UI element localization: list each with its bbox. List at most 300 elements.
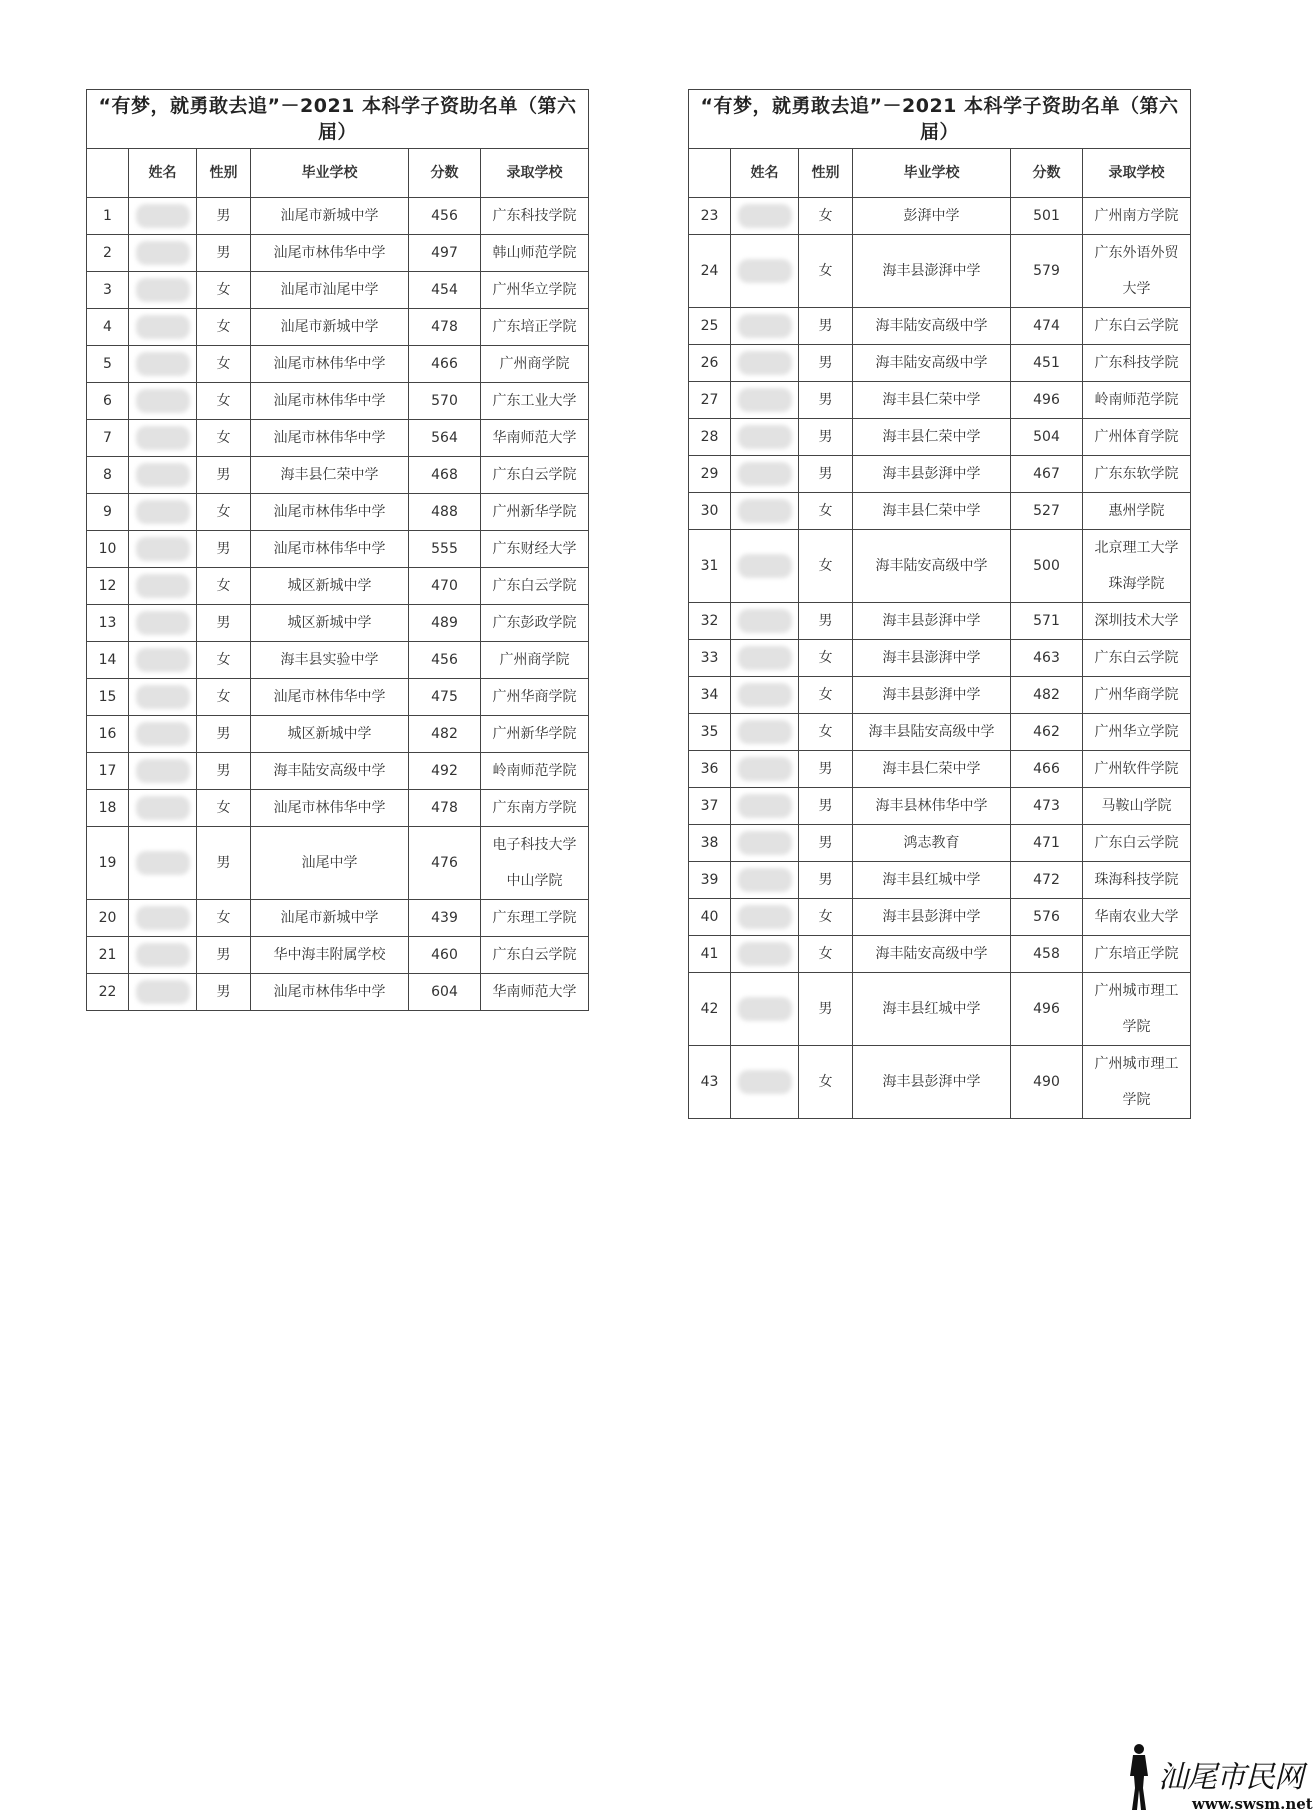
score-cell: 458 <box>1011 936 1083 973</box>
student-name-redacted <box>731 419 799 456</box>
redacted-name-blur <box>136 796 190 820</box>
admitted-school-cell: 韩山师范学院 <box>481 235 589 272</box>
score-cell: 456 <box>409 642 481 679</box>
admitted-school-cell: 广东培正学院 <box>1083 936 1191 973</box>
admitted-school-cell: 惠州学院 <box>1083 493 1191 530</box>
score-cell: 500 <box>1011 530 1083 603</box>
admitted-school-cell: 广州商学院 <box>481 642 589 679</box>
student-name-redacted <box>129 346 197 383</box>
student-name-redacted <box>129 790 197 827</box>
graduated-school-cell: 海丰县陆安高级中学 <box>853 714 1011 751</box>
student-name-redacted <box>731 456 799 493</box>
student-name-redacted <box>129 235 197 272</box>
graduated-school-cell: 城区新城中学 <box>251 605 409 642</box>
graduated-school-cell: 海丰县彭湃中学 <box>853 1046 1011 1119</box>
row-index: 33 <box>689 640 731 677</box>
student-name-redacted <box>129 198 197 235</box>
gender-cell: 男 <box>197 457 251 494</box>
score-cell: 482 <box>1011 677 1083 714</box>
row-index: 38 <box>689 825 731 862</box>
gender-cell: 女 <box>197 900 251 937</box>
student-name-redacted <box>129 937 197 974</box>
gender-cell: 男 <box>799 603 853 640</box>
graduated-school-cell: 汕尾市林伟华中学 <box>251 531 409 568</box>
header-name: 姓名 <box>731 149 799 198</box>
table-row <box>87 383 589 420</box>
admitted-school-cell: 广东白云学院 <box>481 568 589 605</box>
gender-cell: 男 <box>799 345 853 382</box>
gender-cell: 男 <box>799 825 853 862</box>
table-row <box>689 677 1191 714</box>
gender-cell: 男 <box>197 937 251 974</box>
gender-cell: 男 <box>799 419 853 456</box>
redacted-name-blur <box>136 611 190 635</box>
graduated-school-cell: 汕尾市汕尾中学 <box>251 272 409 309</box>
row-index: 7 <box>87 420 129 457</box>
admitted-school-cell: 广东理工学院 <box>481 900 589 937</box>
redacted-name-blur <box>738 757 792 781</box>
student-name-redacted <box>129 716 197 753</box>
table-row <box>87 531 589 568</box>
graduated-school-cell: 海丰县仁荣中学 <box>853 751 1011 788</box>
admitted-school-cell: 岭南师范学院 <box>1083 382 1191 419</box>
gender-cell: 女 <box>197 383 251 420</box>
graduated-school-cell: 汕尾市新城中学 <box>251 198 409 235</box>
score-cell: 492 <box>409 753 481 790</box>
graduated-school-cell: 海丰陆安高级中学 <box>853 530 1011 603</box>
header-score: 分数 <box>409 149 481 198</box>
admitted-school-cell: 广东白云学院 <box>481 937 589 974</box>
graduated-school-cell: 汕尾市林伟华中学 <box>251 790 409 827</box>
table-row <box>689 714 1191 751</box>
gender-cell: 女 <box>799 1046 853 1119</box>
student-name-redacted <box>731 382 799 419</box>
header-score: 分数 <box>1011 149 1083 198</box>
admitted-school-cell: 广东白云学院 <box>1083 308 1191 345</box>
gender-cell: 女 <box>197 790 251 827</box>
header-admitted: 录取学校 <box>1083 149 1191 198</box>
table-row <box>689 936 1191 973</box>
row-index: 40 <box>689 899 731 936</box>
admitted-school-cell: 广州软件学院 <box>1083 751 1191 788</box>
graduated-school-cell: 海丰县实验中学 <box>251 642 409 679</box>
redacted-name-blur <box>136 463 190 487</box>
row-index: 2 <box>87 235 129 272</box>
admitted-school-cell: 广东科技学院 <box>1083 345 1191 382</box>
gender-cell: 女 <box>799 640 853 677</box>
row-index: 36 <box>689 751 731 788</box>
graduated-school-cell: 海丰县澎湃中学 <box>853 640 1011 677</box>
graduated-school-cell: 城区新城中学 <box>251 716 409 753</box>
admitted-school-cell: 广东财经大学 <box>481 531 589 568</box>
site-watermark <box>1118 1740 1313 1815</box>
table-row <box>87 198 589 235</box>
student-name-redacted <box>731 788 799 825</box>
redacted-name-blur <box>738 425 792 449</box>
row-index: 28 <box>689 419 731 456</box>
student-name-redacted <box>731 603 799 640</box>
table-row <box>689 751 1191 788</box>
admitted-school-cell: 广州体育学院 <box>1083 419 1191 456</box>
table-row <box>689 382 1191 419</box>
redacted-name-blur <box>738 462 792 486</box>
row-index: 21 <box>87 937 129 974</box>
score-cell: 456 <box>409 198 481 235</box>
student-name-redacted <box>731 825 799 862</box>
redacted-name-blur <box>738 554 792 578</box>
table-row <box>87 716 589 753</box>
table-row <box>87 827 589 900</box>
score-cell: 474 <box>1011 308 1083 345</box>
score-cell: 463 <box>1011 640 1083 677</box>
redacted-name-blur <box>136 537 190 561</box>
graduated-school-cell: 海丰县澎湃中学 <box>853 235 1011 308</box>
graduated-school-cell: 汕尾市林伟华中学 <box>251 383 409 420</box>
redacted-name-blur <box>136 352 190 376</box>
admitted-school-cell: 广东白云学院 <box>1083 825 1191 862</box>
graduated-school-cell: 汕尾市林伟华中学 <box>251 420 409 457</box>
redacted-name-blur <box>738 314 792 338</box>
gender-cell: 女 <box>799 198 853 235</box>
graduated-school-cell: 华中海丰附属学校 <box>251 937 409 974</box>
redacted-name-blur <box>738 388 792 412</box>
header-admitted: 录取学校 <box>481 149 589 198</box>
gender-cell: 男 <box>197 198 251 235</box>
student-name-redacted <box>129 900 197 937</box>
redacted-name-blur <box>738 499 792 523</box>
table-row <box>87 974 589 1011</box>
row-index: 8 <box>87 457 129 494</box>
header-row <box>87 149 589 198</box>
admitted-school-cell: 广东南方学院 <box>481 790 589 827</box>
admitted-school-cell: 广东白云学院 <box>481 457 589 494</box>
row-index: 5 <box>87 346 129 383</box>
table-row <box>87 753 589 790</box>
row-index: 20 <box>87 900 129 937</box>
row-index: 4 <box>87 309 129 346</box>
gender-cell: 男 <box>799 862 853 899</box>
score-cell: 490 <box>1011 1046 1083 1119</box>
row-index: 43 <box>689 1046 731 1119</box>
redacted-name-blur <box>738 1070 792 1094</box>
gender-cell: 男 <box>799 308 853 345</box>
gender-cell: 男 <box>197 605 251 642</box>
gender-cell: 男 <box>799 788 853 825</box>
graduated-school-cell: 海丰县仁荣中学 <box>853 419 1011 456</box>
graduated-school-cell: 汕尾中学 <box>251 827 409 900</box>
graduated-school-cell: 海丰县仁荣中学 <box>853 493 1011 530</box>
admitted-school-cell: 广东彭政学院 <box>481 605 589 642</box>
student-name-redacted <box>129 568 197 605</box>
row-index: 16 <box>87 716 129 753</box>
redacted-name-blur <box>136 906 190 930</box>
redacted-name-blur <box>738 683 792 707</box>
score-cell: 460 <box>409 937 481 974</box>
table-row <box>87 642 589 679</box>
row-index: 6 <box>87 383 129 420</box>
row-index: 14 <box>87 642 129 679</box>
gender-cell: 男 <box>197 531 251 568</box>
row-index: 42 <box>689 973 731 1046</box>
score-cell: 472 <box>1011 862 1083 899</box>
admitted-school-cell: 珠海科技学院 <box>1083 862 1191 899</box>
admitted-school-cell: 广东培正学院 <box>481 309 589 346</box>
score-cell: 527 <box>1011 493 1083 530</box>
redacted-name-blur <box>136 574 190 598</box>
gender-cell: 女 <box>799 530 853 603</box>
admitted-school-cell: 广州华立学院 <box>481 272 589 309</box>
table-row <box>689 345 1191 382</box>
graduated-school-cell: 海丰县仁荣中学 <box>853 382 1011 419</box>
admitted-school-cell: 华南农业大学 <box>1083 899 1191 936</box>
row-index: 17 <box>87 753 129 790</box>
admitted-school-cell: 广州新华学院 <box>481 494 589 531</box>
table-row <box>689 493 1191 530</box>
admitted-school-cell: 电子科技大学中山学院 <box>481 827 589 900</box>
header-school: 毕业学校 <box>251 149 409 198</box>
table-row <box>87 346 589 383</box>
graduated-school-cell: 海丰陆安高级中学 <box>853 345 1011 382</box>
table-row <box>87 309 589 346</box>
table-title: “有梦，就勇敢去追”－2021 本科学子资助名单（第六届） <box>689 90 1191 149</box>
table-row <box>689 198 1191 235</box>
redacted-name-blur <box>738 831 792 855</box>
student-name-redacted <box>731 899 799 936</box>
redacted-name-blur <box>136 943 190 967</box>
admitted-school-cell: 岭南师范学院 <box>481 753 589 790</box>
redacted-name-blur <box>136 685 190 709</box>
admitted-school-cell: 广州城市理工学院 <box>1083 973 1191 1046</box>
student-name-redacted <box>129 753 197 790</box>
score-cell: 604 <box>409 974 481 1011</box>
header-gender: 性别 <box>197 149 251 198</box>
admitted-school-cell: 华南师范大学 <box>481 974 589 1011</box>
student-name-redacted <box>129 309 197 346</box>
header-row <box>689 149 1191 198</box>
admitted-school-cell: 广东工业大学 <box>481 383 589 420</box>
redacted-name-blur <box>136 315 190 339</box>
gender-cell: 男 <box>799 751 853 788</box>
row-index: 24 <box>689 235 731 308</box>
table-row <box>87 568 589 605</box>
student-name-redacted <box>731 677 799 714</box>
score-cell: 468 <box>409 457 481 494</box>
gender-cell: 女 <box>197 642 251 679</box>
row-index: 32 <box>689 603 731 640</box>
row-index: 37 <box>689 788 731 825</box>
gender-cell: 男 <box>197 974 251 1011</box>
row-index: 22 <box>87 974 129 1011</box>
graduated-school-cell: 彭湃中学 <box>853 198 1011 235</box>
graduated-school-cell: 汕尾市新城中学 <box>251 309 409 346</box>
row-index: 29 <box>689 456 731 493</box>
student-name-redacted <box>731 1046 799 1119</box>
header-gender: 性别 <box>799 149 853 198</box>
admitted-school-cell: 马鞍山学院 <box>1083 788 1191 825</box>
admitted-school-cell: 广州华立学院 <box>1083 714 1191 751</box>
graduated-school-cell: 海丰县红城中学 <box>853 973 1011 1046</box>
table-row <box>87 235 589 272</box>
graduated-school-cell: 汕尾市林伟华中学 <box>251 494 409 531</box>
student-name-redacted <box>129 457 197 494</box>
student-name-redacted <box>129 383 197 420</box>
row-index: 3 <box>87 272 129 309</box>
student-name-redacted <box>129 420 197 457</box>
student-name-redacted <box>731 308 799 345</box>
redacted-name-blur <box>738 794 792 818</box>
score-cell: 466 <box>1011 751 1083 788</box>
admitted-school-cell: 广州城市理工学院 <box>1083 1046 1191 1119</box>
score-cell: 497 <box>409 235 481 272</box>
row-index: 10 <box>87 531 129 568</box>
gender-cell: 女 <box>799 714 853 751</box>
gender-cell: 女 <box>799 235 853 308</box>
redacted-name-blur <box>136 241 190 265</box>
row-index: 9 <box>87 494 129 531</box>
watermark-url: www.swsm.net <box>1192 1795 1313 1813</box>
table-row <box>689 456 1191 493</box>
table-row <box>87 900 589 937</box>
table-row <box>87 457 589 494</box>
score-cell: 501 <box>1011 198 1083 235</box>
admitted-school-cell: 广东白云学院 <box>1083 640 1191 677</box>
gender-cell: 男 <box>799 382 853 419</box>
student-name-redacted <box>731 235 799 308</box>
row-index: 23 <box>689 198 731 235</box>
score-cell: 570 <box>409 383 481 420</box>
table-row <box>689 1046 1191 1119</box>
graduated-school-cell: 城区新城中学 <box>251 568 409 605</box>
score-cell: 478 <box>409 790 481 827</box>
student-name-redacted <box>731 345 799 382</box>
table-row <box>689 825 1191 862</box>
score-cell: 462 <box>1011 714 1083 751</box>
redacted-name-blur <box>738 997 792 1021</box>
watermark-text: 汕尾市民网 <box>1158 1760 1303 1795</box>
row-index: 18 <box>87 790 129 827</box>
admitted-school-cell: 广州华商学院 <box>1083 677 1191 714</box>
admitted-school-cell: 广东外语外贸大学 <box>1083 235 1191 308</box>
header-school: 毕业学校 <box>853 149 1011 198</box>
graduated-school-cell: 海丰县彭湃中学 <box>853 456 1011 493</box>
score-cell: 555 <box>409 531 481 568</box>
redacted-name-blur <box>136 426 190 450</box>
row-index: 35 <box>689 714 731 751</box>
student-name-redacted <box>731 751 799 788</box>
student-name-redacted <box>731 640 799 677</box>
row-index: 41 <box>689 936 731 973</box>
student-name-redacted <box>731 936 799 973</box>
score-cell: 476 <box>409 827 481 900</box>
score-cell: 478 <box>409 309 481 346</box>
score-cell: 576 <box>1011 899 1083 936</box>
redacted-name-blur <box>738 720 792 744</box>
admitted-school-cell: 广州商学院 <box>481 346 589 383</box>
redacted-name-blur <box>136 204 190 228</box>
redacted-name-blur <box>136 278 190 302</box>
admitted-school-cell: 广东科技学院 <box>481 198 589 235</box>
table-row <box>87 420 589 457</box>
redacted-name-blur <box>738 259 792 283</box>
gender-cell: 女 <box>197 568 251 605</box>
gender-cell: 女 <box>799 677 853 714</box>
row-index: 25 <box>689 308 731 345</box>
admitted-school-cell: 广东东软学院 <box>1083 456 1191 493</box>
graduated-school-cell: 汕尾市林伟华中学 <box>251 235 409 272</box>
table-title: “有梦，就勇敢去追”－2021 本科学子资助名单（第六届） <box>87 90 589 149</box>
table-row <box>87 790 589 827</box>
student-name-redacted <box>731 862 799 899</box>
redacted-name-blur <box>738 204 792 228</box>
redacted-name-blur <box>738 646 792 670</box>
table-row <box>689 788 1191 825</box>
score-cell: 496 <box>1011 973 1083 1046</box>
gender-cell: 女 <box>799 936 853 973</box>
redacted-name-blur <box>136 722 190 746</box>
score-cell: 471 <box>1011 825 1083 862</box>
table-row <box>689 419 1191 456</box>
admitted-school-cell: 深圳技术大学 <box>1083 603 1191 640</box>
row-index: 30 <box>689 493 731 530</box>
student-name-redacted <box>731 198 799 235</box>
score-cell: 489 <box>409 605 481 642</box>
table-row <box>87 494 589 531</box>
table-row <box>689 235 1191 308</box>
graduated-school-cell: 汕尾市林伟华中学 <box>251 346 409 383</box>
student-name-redacted <box>129 272 197 309</box>
score-cell: 496 <box>1011 382 1083 419</box>
scholarship-table-left <box>86 89 589 1011</box>
table-row <box>87 937 589 974</box>
graduated-school-cell: 汕尾市林伟华中学 <box>251 974 409 1011</box>
gender-cell: 女 <box>197 272 251 309</box>
score-cell: 473 <box>1011 788 1083 825</box>
admitted-school-cell: 广州新华学院 <box>481 716 589 753</box>
student-name-redacted <box>129 679 197 716</box>
student-name-redacted <box>129 642 197 679</box>
gender-cell: 女 <box>197 420 251 457</box>
redacted-name-blur <box>738 868 792 892</box>
row-index: 13 <box>87 605 129 642</box>
row-index: 34 <box>689 677 731 714</box>
student-name-redacted <box>129 605 197 642</box>
student-name-redacted <box>731 714 799 751</box>
score-cell: 467 <box>1011 456 1083 493</box>
score-cell: 475 <box>409 679 481 716</box>
gender-cell: 男 <box>197 753 251 790</box>
gender-cell: 女 <box>197 346 251 383</box>
row-index: 31 <box>689 530 731 603</box>
header-index <box>87 149 129 198</box>
score-cell: 504 <box>1011 419 1083 456</box>
table-row <box>87 679 589 716</box>
row-index: 19 <box>87 827 129 900</box>
gender-cell: 女 <box>197 309 251 346</box>
row-index: 15 <box>87 679 129 716</box>
scholarship-table-right <box>688 89 1191 1119</box>
score-cell: 451 <box>1011 345 1083 382</box>
graduated-school-cell: 汕尾市林伟华中学 <box>251 679 409 716</box>
score-cell: 482 <box>409 716 481 753</box>
graduated-school-cell: 汕尾市新城中学 <box>251 900 409 937</box>
student-name-redacted <box>731 493 799 530</box>
redacted-name-blur <box>136 980 190 1004</box>
graduated-school-cell: 海丰县彭湃中学 <box>853 677 1011 714</box>
score-cell: 470 <box>409 568 481 605</box>
table-row <box>689 308 1191 345</box>
graduated-school-cell: 海丰县彭湃中学 <box>853 899 1011 936</box>
gender-cell: 男 <box>799 973 853 1046</box>
